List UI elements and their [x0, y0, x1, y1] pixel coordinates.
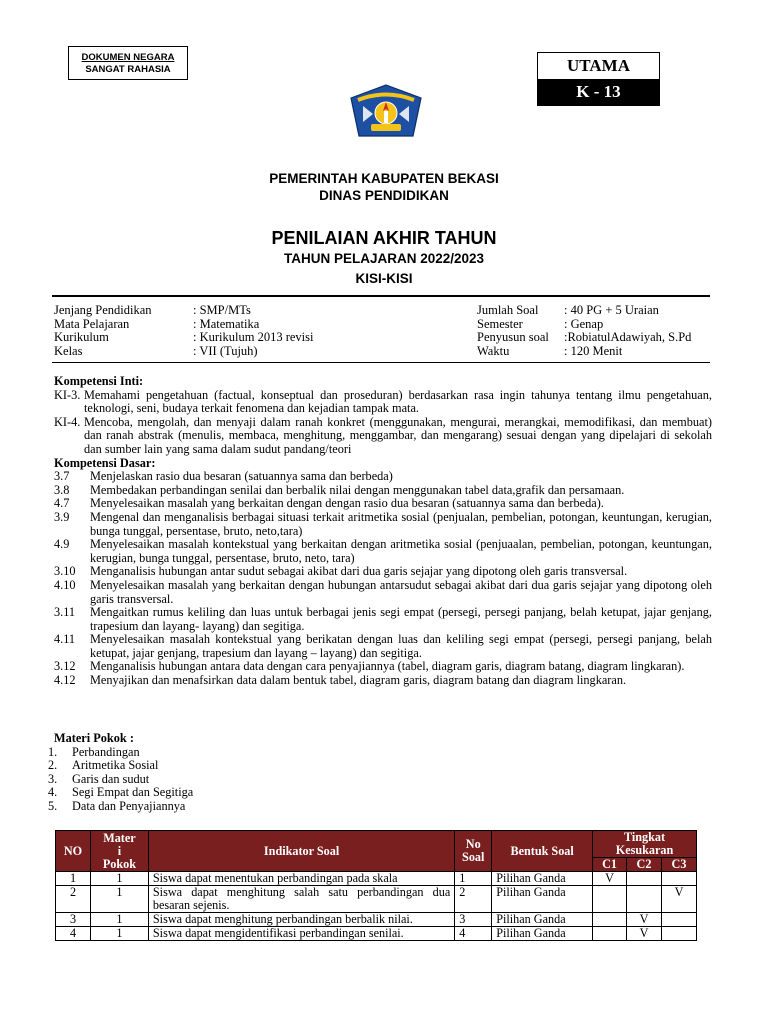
kd-item: [54, 660, 712, 674]
cell-indikator: Siswa dapat menentukan perbandingan pada skala: [148, 872, 454, 886]
kd-item: [54, 565, 712, 579]
utama-box: [537, 52, 660, 106]
col-header-materi: [90, 831, 148, 872]
header-divider: [52, 295, 710, 297]
kd-item: [54, 497, 712, 511]
col-header-c3: C3: [661, 858, 696, 872]
cell-no-soal: 4: [455, 927, 492, 941]
page-subtitle: TAHUN PELAJARAN 2022/2023: [283, 251, 485, 266]
page-title: PENILAIAN AKHIR TAHUN: [271, 228, 497, 248]
table-row: [56, 913, 697, 927]
kd-list: [54, 470, 712, 688]
col-header-bentuk: Bentuk Soal: [492, 831, 593, 872]
cell-c1: V: [593, 872, 627, 886]
competency-section: [54, 375, 712, 688]
ki3-text: Memahami pengetahuan (factual, konseptual dan proseduran) berdasarkan rasa ingin tahunya tentang ilmu pengetahuan, teknologi, seni, budaya terkait fenomena dan kejadian tampak mata.: [84, 387, 712, 416]
cell-c2: [627, 886, 662, 913]
kd-text: Mengenal dan menganalisis berbagai situasi terkait aritmetika sosial (penjualan, pembelian, potongan, keuntungan, kerugian, bunga tunggal, persentase, bruto, neto,tara): [90, 509, 712, 538]
kd-number: 3.12: [54, 659, 76, 674]
ki4-text: Mencoba, mengolah, dan menyaji dalam ranah konkret (menggunakan, mengurai, merangkai, memodifikasi, dan membuat) dan ranah abstrak (menulis, membaca, menghitung, menggambar, dan mengarang) sesuai dengan yang dipelajari di sekolah dan sumber lain yang sama dalam sudut pandang/teori: [84, 414, 712, 456]
document-classification-box: [68, 46, 188, 80]
cell-c2: V: [627, 927, 662, 941]
kd-text: Menyelesaikan masalah yang berkaitan dengan dengan rasio dua besaran (satuannya sama dan berbeda).: [90, 496, 604, 511]
materi-item: [48, 773, 454, 787]
kisi-kisi-table: [55, 830, 697, 941]
info-value: : Kurikulum 2013 revisi: [193, 330, 314, 344]
school-logo: [349, 84, 423, 142]
cell-no: 4: [56, 927, 91, 941]
kd-item: [54, 511, 712, 538]
cell-c1: [593, 913, 627, 927]
col-header-materi-line: i: [117, 843, 122, 858]
col-header-no-soal: [455, 831, 492, 872]
materi-text: Segi Empat dan Segitiga: [72, 785, 194, 800]
materi-item: [48, 746, 454, 760]
cell-bentuk: Pilihan Ganda: [492, 872, 593, 886]
info-label: Jumlah Soal: [477, 303, 539, 317]
materi-number: 1.: [48, 744, 58, 759]
kd-item: [54, 470, 712, 484]
cell-no: 2: [56, 886, 91, 913]
ki3-item: [54, 389, 712, 416]
cell-no-soal: 2: [455, 886, 492, 913]
info-value: : 120 Menit: [564, 343, 623, 358]
cell-c3: [661, 927, 696, 941]
ki4-item: [54, 416, 712, 457]
cell-indikator: Siswa dapat mengidentifikasi perbandingan senilai.: [148, 927, 454, 941]
materi-item: [48, 800, 454, 814]
kd-number: 4.11: [54, 632, 76, 647]
cell-materi: 1: [90, 913, 148, 927]
materi-section: [48, 731, 454, 814]
info-value: : Genap: [564, 316, 604, 331]
materi-text: Aritmetika Sosial: [72, 758, 159, 773]
col-header-tingkat: [593, 831, 697, 858]
kd-number: 4.9: [54, 537, 70, 552]
materi-text: Perbandingan: [72, 744, 140, 759]
cell-materi: 1: [90, 886, 148, 913]
document-type: KISI-KISI: [355, 271, 413, 286]
kd-item: [54, 606, 712, 633]
government-header: [0, 170, 768, 204]
cell-c1: [593, 927, 627, 941]
kurikulum-code: K - 13: [538, 79, 659, 105]
info-label: Kelas: [54, 343, 83, 358]
col-header-materi-line: Mater: [103, 830, 136, 845]
cell-indikator: Siswa dapat menghitung perbandingan berbalik nilai.: [148, 913, 454, 927]
kd-item: [54, 674, 712, 688]
kd-number: 3.9: [54, 509, 70, 524]
col-header-no-soal-line: No: [465, 837, 481, 851]
info-label: Jenjang Pendidikan: [54, 303, 152, 317]
info-value: : VII (Tujuh): [193, 343, 258, 358]
kd-number: 4.10: [54, 577, 76, 592]
materi-item: [48, 786, 454, 800]
kd-number: 3.10: [54, 564, 76, 579]
kd-item: [54, 579, 712, 606]
cell-no: 3: [56, 913, 91, 927]
col-header-no-soal-line: Soal: [462, 850, 485, 864]
col-header-indikator: Indikator Soal: [148, 831, 454, 872]
info-value: : SMP/MTs: [193, 303, 251, 317]
kd-text: Menyelesaikan masalah yang berkaitan dengan hubungan antarsudut sebagai akibat dari dua garis sejajar yang dipotong oleh garis transversal.: [90, 577, 712, 606]
cell-bentuk: Pilihan Ganda: [492, 927, 593, 941]
cell-bentuk: Pilihan Ganda: [492, 913, 593, 927]
ki-heading: Kompetensi Inti:: [54, 374, 144, 388]
cell-c2: V: [627, 913, 662, 927]
table-row: [56, 886, 697, 913]
kd-number: 4.7: [54, 496, 70, 511]
info-label: Semester: [477, 316, 523, 331]
col-header-no: NO: [56, 831, 91, 872]
materi-text: Garis dan sudut: [72, 771, 150, 786]
kd-text: Menyelesaikan masalah kontekstual yang berikatan dengan luas dan keliling segi empat (persegi, persegi panjang, belah ketupat, jajar genjang, trapesium dan layang – layang) dan segitiga.: [90, 632, 712, 660]
cell-materi: 1: [90, 927, 148, 941]
col-header-tingkat-line: Tingkat: [623, 830, 666, 844]
kd-text: Menganalisis hubungan antar sudut sebagai akibat dari dua garis sejajar yang dipotong oleh garis transversal.: [90, 564, 628, 579]
cell-materi: 1: [90, 872, 148, 886]
ki3-number: KI-3.: [54, 387, 81, 402]
materi-text: Data dan Penyajiannya: [72, 798, 186, 813]
government-line-2: DINAS PENDIDIKAN: [319, 188, 449, 203]
kd-text: Menjelaskan rasio dua besaran (satuannya sama dan berbeda): [90, 469, 393, 484]
info-value: :RobiatulAdawiyah, S.Pd: [564, 330, 692, 344]
info-label: Waktu: [477, 343, 510, 358]
doc-label-line-2: SANGAT RAHASIA: [85, 64, 171, 75]
table-row: [56, 872, 697, 886]
kd-number: 3.8: [54, 482, 70, 497]
kd-text: Membedakan perbandingan senilai dan berbalik nilai dengan menggunakan tabel data,grafik dan persamaan.: [90, 482, 625, 497]
government-line-1: PEMERINTAH KABUPATEN BEKASI: [269, 171, 499, 186]
cell-bentuk: Pilihan Ganda: [492, 886, 593, 913]
cell-no-soal: 1: [455, 872, 492, 886]
info-value: : Matematika: [193, 316, 260, 331]
info-divider: [52, 362, 710, 363]
kd-item: [54, 484, 712, 498]
info-label: Kurikulum: [54, 330, 109, 344]
info-label: Penyusun soal: [477, 330, 549, 344]
kd-number: 4.12: [54, 673, 76, 688]
col-header-c2: C2: [627, 858, 662, 872]
table-body: [56, 872, 697, 941]
materi-number: 3.: [48, 771, 58, 786]
exam-info: [0, 304, 768, 360]
kd-text: Menyajikan dan menafsirkan data dalam bentuk tabel, diagram garis, diagram batang dan diagram lingkaran.: [90, 673, 627, 688]
materi-number: 4.: [48, 785, 58, 800]
kd-text: Menyelesaikan masalah kontekstual yang berkaitan dengan aritmetika sosial (penjuaalan, pembelian, potongan, keuntungan, kerugian, bunga tunggal, persentase, bruto, neto, tara): [90, 537, 712, 565]
materi-number: 2.: [48, 758, 58, 773]
kd-number: 3.11: [54, 605, 76, 620]
cell-c3: [661, 913, 696, 927]
materi-list: [48, 746, 454, 814]
cell-c3: V: [661, 886, 696, 913]
col-header-c1: C1: [593, 858, 627, 872]
info-label: Mata Pelajaran: [54, 316, 130, 331]
cell-c2: [627, 872, 662, 886]
kd-text: Mengaitkan rumus keliling dan luas untuk berbagai jenis segi empat (persegi, persegi panjang, belah ketupat, jajar genjang, trapesium dan layang- layang) dan segitiga.: [90, 605, 712, 633]
kd-item: [54, 633, 712, 660]
utama-label: UTAMA: [567, 56, 630, 75]
doc-label-line-1: DOKUMEN NEGARA: [81, 52, 175, 63]
materi-item: [48, 759, 454, 773]
cell-indikator: Siswa dapat menghitung salah satu perbandingan dua besaran sejenis.: [148, 886, 454, 913]
ki4-number: KI-4.: [54, 414, 81, 429]
kd-heading: Kompetensi Dasar:: [54, 455, 156, 470]
cell-no: 1: [56, 872, 91, 886]
kd-text: Menganalisis hubungan antara data dengan cara penyajiannya (tabel, diagram garis, diagram batang, diagram lingkaran).: [90, 659, 685, 674]
cell-c3: [661, 872, 696, 886]
col-header-materi-line: Pokok: [102, 856, 137, 871]
table-row: [56, 927, 697, 941]
col-header-tingkat-line: Kesukaran: [615, 843, 674, 857]
kd-number: 3.7: [54, 469, 70, 484]
kd-item: [54, 538, 712, 565]
materi-heading: Materi Pokok :: [54, 731, 134, 745]
cell-c1: [593, 886, 627, 913]
info-value: : 40 PG + 5 Uraian: [564, 303, 659, 317]
cell-no-soal: 3: [455, 913, 492, 927]
materi-number: 5.: [48, 798, 58, 813]
emblem-icon: [349, 84, 423, 142]
